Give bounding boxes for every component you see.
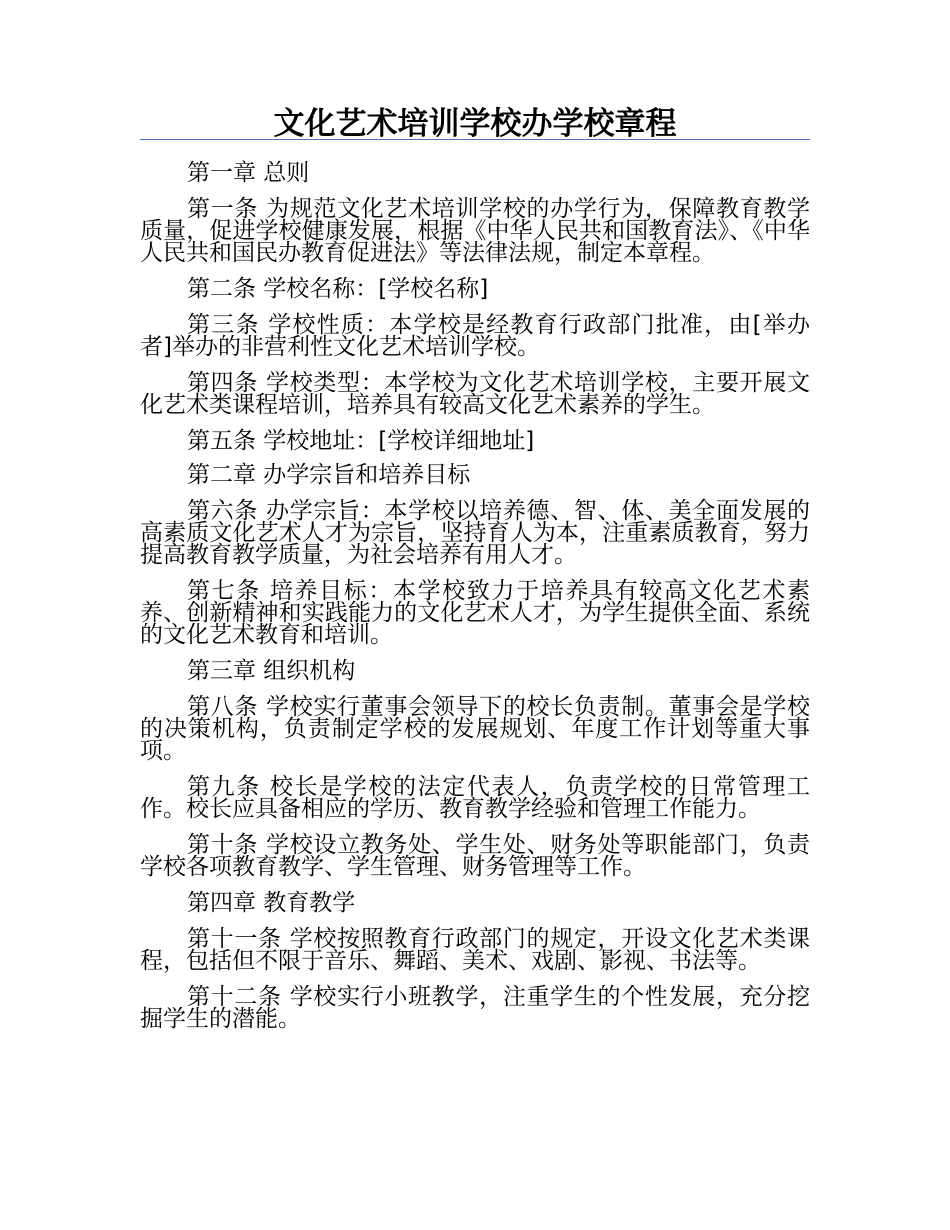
article-paragraph: 第十条 学校设立教务处、学生处、财务处等职能部门，负责学校各项教育教学、学生管理、财务管理等工作。 (140, 832, 810, 880)
article-paragraph: 第六条 办学宗旨：本学校以培养德、智、体、美全面发展的高素质文化艺术人才为宗旨，坚持育人为本，注重素质教育，努力提高教育教学质量，为社会培养有用人才。 (140, 498, 810, 568)
article-paragraph: 第十一条 学校按照教育行政部门的规定，开设文化艺术类课程，包括但不限于音乐、舞蹈、美术、戏剧、影视、书法等。 (140, 926, 810, 974)
article-paragraph: 第十二条 学校实行小班教学，注重学生的个性发展，充分挖掘学生的潜能。 (140, 984, 810, 1032)
article-paragraph: 第九条 校长是学校的法定代表人，负责学校的日常管理工作。校长应具备相应的学历、教育教学经验和管理工作能力。 (140, 774, 810, 822)
article-paragraph: 第八条 学校实行董事会领导下的校长负责制。董事会是学校的决策机构，负责制定学校的发展规划、年度工作计划等重大事项。 (140, 694, 810, 764)
article-paragraph: 第三条 学校性质：本学校是经教育行政部门批准，由[举办者]举办的非营利性文化艺术培训学校。 (140, 312, 810, 360)
article-paragraph: 第四条 学校类型：本学校为文化艺术培训学校，主要开展文化艺术类课程培训，培养具有较高文化艺术素养的学生。 (140, 370, 810, 418)
article-paragraph: 第二条 学校名称：[学校名称] (187, 276, 489, 302)
article-paragraph: 第五条 学校地址：[学校详细地址] (187, 428, 535, 454)
chapter-heading: 第一章 总则 (187, 160, 310, 186)
chapter-heading: 第二章 办学宗旨和培养目标 (187, 462, 471, 488)
article-paragraph: 第一条 为规范文化艺术培训学校的办学行为，保障教育教学质量，促进学校健康发展，根据《中华人民共和国教育法》、《中华人民共和国民办教育促进法》等法律法规，制定本章程。 (140, 196, 810, 266)
title-underline (140, 139, 810, 140)
document-body (140, 156, 810, 1044)
chapter-heading: 第三章 组织机构 (187, 658, 356, 684)
article-paragraph: 第七条 培养目标：本学校致力于培养具有较高文化艺术素养、创新精神和实践能力的文化艺术人才，为学生提供全面、系统的文化艺术教育和培训。 (140, 578, 810, 648)
chapter-heading: 第四章 教育教学 (187, 890, 356, 916)
document-title: 文化艺术培训学校办学校章程 (273, 106, 677, 142)
